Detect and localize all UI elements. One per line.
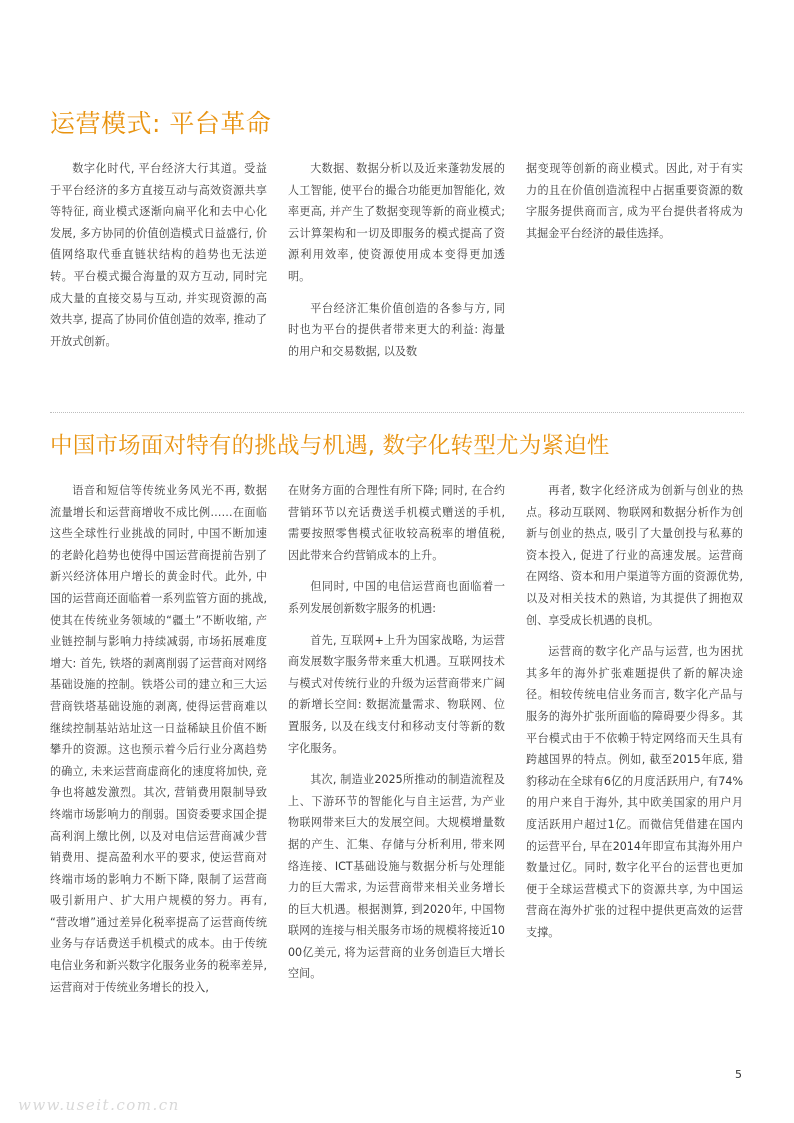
paragraph: 再者, 数字化经济成为创新与创业的热点。移动互联网、物联网和数据分析作为创新与创业的热点, 吸引了大量创投与私募的资本投入, 促进了行业的高速发展。运营商在网络、资本和用户渠道等方面的资源优势, 以及对相关技术的熟谙, 为其提供了拥抱双创、享受成长机遇的良机。 (526, 484, 743, 627)
page-number: 5 (735, 1068, 742, 1081)
section-divider (50, 412, 744, 413)
paragraph: 据变现等创新的商业模式。因此, 对于有实力的且在价值创造流程中占据重要资源的数字服务提供商而言, 成为平台提供者将成为其掘金平台经济的最佳选择。 (526, 162, 743, 240)
paragraph: 大数据、数据分析以及近来蓬勃发展的人工智能, 使平台的撮合功能更加智能化, 效率更高, 并产生了数据变现等新的商业模式; 云计算架构和一切及即服务的模式提高了资源利用效率, 使资源使用成本变得更加透明。 (288, 162, 505, 283)
section2-column-2 (288, 480, 505, 995)
section1-column-2 (288, 158, 505, 372)
paragraph: 首先, 互联网+上升为国家战略, 为运营商发展数字服务带来重大机遇。互联网技术与模式对传统行业的升级为运营商带来广阔的新增长空间: 数据流量需求、物联网、位置服务, 以及在线支付和移动支付等新的数字化服务。 (288, 633, 505, 755)
section-title-china-market: 中国市场面对特有的挑战与机遇, 数字化转型尤为紧迫性 (50, 433, 610, 459)
paragraph: 平台经济汇集价值创造的各参与方, 同时也为平台的提供者带来更大的利益: 海量的用户和交易数据, 以及数 (288, 301, 505, 358)
paragraph: 在财务方面的合理性有所下降; 同时, 在合约营销环节以充话费送手机模式赠送的手机, 需要按照零售模式征收较高税率的增值税, 因此带来合约营销成本的上升。 (288, 484, 505, 562)
paragraph: 但同时, 中国的电信运营商也面临着一系列发展创新数字服务的机遇: (288, 580, 505, 615)
paragraph: 运营商的数字化产品与运营, 也为困扰其多年的海外扩张难题提供了新的解决途径。相较传统电信业务而言, 数字化产品与服务的海外扩张所面临的障碍要少得多。其平台模式由于不依赖于特定网络而天生具有跨越国界的特点。例如, 截至2015年底, 猎豹移动在全球有6亿的月度活跃用户, 有74%的用户来自于海外, 其中欧美国家的用户月度活跃用户超过1亿。而微信凭借建在国内的运营平台, 早在2014年即宣布其海外用户数量过亿。同时, 数字化平台的运营也更加便于全球运营模式下的资源共享, 为中国运营商在海外扩张的过程中提供更高效的运营支撑。 (526, 645, 743, 939)
section-title-operating-model: 运营模式: 平台革命 (50, 109, 272, 138)
section1-column-1 (50, 158, 267, 362)
paragraph: 其次, 制造业2025所推动的制造流程及上、下游环节的智能化与自主运营, 为产业物联网带来巨大的发展空间。大规模增量数据的产生、汇集、存储与分析利用, 带来网络连接、ICT基础设施与数据分析与处理能力的巨大需求, 为运营商带来相关业务增长的巨大机遇。根据测算, 到2020年, 中国物联网的连接与相关服务市场的规模将接近1000亿美元, 将为运营商的业务创造巨大增长空间。 (288, 773, 505, 981)
section2-column-1 (50, 480, 267, 1008)
paragraph: 语音和短信等传统业务风光不再, 数据流量增长和运营商增收不成比例……在面临这些全球性行业挑战的同时, 中国不断加速的老龄化趋势也使得中国运营商提前告别了新兴经济体用户增长的黄金时代。此外, 中国的运营商还面临着一系列监管方面的挑战, 使其在传统业务领域的“疆土”不断收缩, 产业链控制与影响力持续减弱, 市场拓展难度增大: 首先, 铁塔的剥离削弱了运营商对网络基础设施的控制。铁塔公司的建立和三大运营商铁塔基础设施的剥离, 使得运营商难以继续控制基站站址这一日益稀缺且价值不断攀升的资源。这也预示着今后行业分离趋势的确立, 未来运营商虚商化的速度将加快, 竞争也将越发激烈。其次, 营销费用限制导致终端市场影响力的削弱。国资委要求国企提高利润上缴比例, 以及对电信运营商减少营销费用、提高盈利水平的要求, 使运营商对终端市场的影响力不断下降, 限制了运营商吸引新用户、扩大用户规模的努力。再有, “营改增”通过差异化税率提高了运营商传统业务与存话费送手机模式的成本。由于传统电信业务和新兴数字化服务业务的税率差异, 运营商对于传统业务增长的投入, (50, 484, 267, 994)
section1-column-3 (526, 158, 743, 254)
paragraph: 数字化时代, 平台经济大行其道。受益于平台经济的多方直接互动与高效资源共享等特征, 商业模式逐渐向扁平化和去中心化发展, 多方协同的价值创造模式日益盛行, 价值网络取代垂直链状结构的趋势也无法逆转。平台模式撮合海量的双方互动, 同时完成大量的直接交易与互动, 并实现资源的高效共享, 提高了协同价值创造的效率, 推动了开放式创新。 (50, 162, 267, 348)
watermark: www.useit.com.cn (18, 1096, 180, 1114)
section2-column-3 (526, 480, 743, 953)
